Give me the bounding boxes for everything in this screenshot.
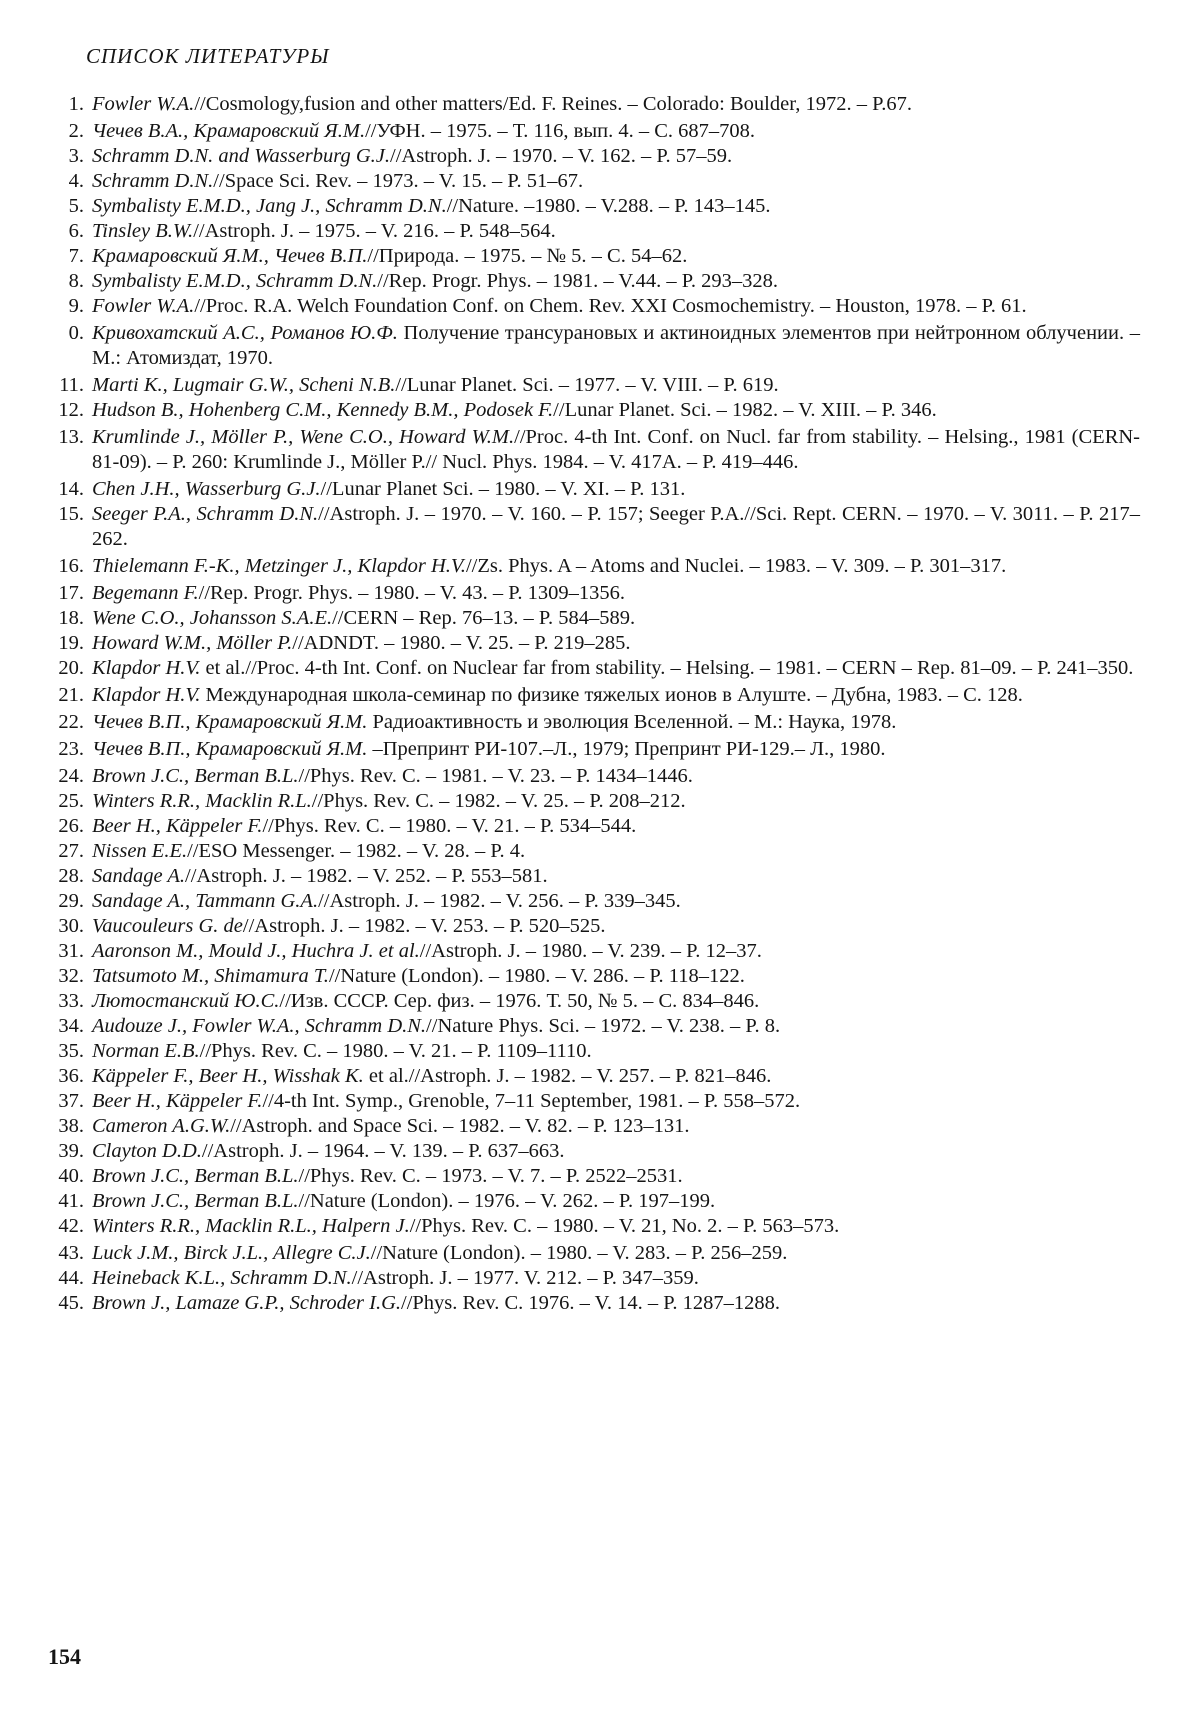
reference-number: 13. xyxy=(58,426,84,448)
reference-text xyxy=(92,1189,1140,1214)
reference-item xyxy=(40,373,1140,398)
reference-authors: Кривохатский А.С., Романов Ю.Ф. xyxy=(92,322,398,344)
reference-item xyxy=(40,631,1140,656)
reference-authors: Heineback K.L., Schramm D.N. xyxy=(92,1267,352,1289)
reference-text xyxy=(92,1114,1140,1139)
section-title: СПИСОК ЛИТЕРАТУРЫ xyxy=(86,44,330,68)
reference-number: 37. xyxy=(58,1090,84,1112)
reference-source: //4-th Int. Symp., Grenoble, 7–11 September, 1981. – P. 558–572. xyxy=(262,1090,801,1112)
reference-item xyxy=(40,914,1140,939)
reference-text xyxy=(92,119,1140,144)
reference-text xyxy=(92,606,1140,631)
page-number: 154 xyxy=(48,1644,81,1669)
reference-number: 20. xyxy=(58,657,84,679)
reference-item xyxy=(40,1214,1140,1239)
reference-text xyxy=(92,373,1140,398)
reference-item xyxy=(40,989,1140,1014)
reference-item xyxy=(40,606,1140,631)
reference-authors: Sandage A. xyxy=(92,865,186,887)
reference-number: 4. xyxy=(68,170,84,192)
reference-text xyxy=(92,194,1140,219)
reference-source: //Proc. 4-th Int. Conf. on Nucl. far from stability. – Helsing., 1981 (CERN-81-09). – P. 260: Krumlinde J., Möller P.// Nucl. Phys. 1984. – V. 417A. – P. 419–446. xyxy=(92,426,1140,473)
reference-item xyxy=(40,1241,1140,1266)
reference-source: //Astroph. J. – 1970. – V. 160. – P. 157; Seeger P.A.//Sci. Rept. CERN. – 1970. – V. 3011. – P. 217–262. xyxy=(92,503,1140,550)
reference-authors: Aaronson M., Mould J., Huchra J. et al. xyxy=(92,940,420,962)
reference-source: //Cosmology,fusion and other matters/Ed. F. Reines. – Colorado: Boulder, 1972. – P.67. xyxy=(194,93,912,115)
reference-number: 31. xyxy=(58,940,84,962)
reference-text xyxy=(92,764,1140,789)
reference-authors: Schramm D.N. and Wasserburg G.J. xyxy=(92,145,391,167)
reference-text xyxy=(92,1164,1140,1189)
reference-item xyxy=(40,581,1140,606)
reference-text xyxy=(92,269,1140,294)
reference-authors: Winters R.R., Macklin R.L. xyxy=(92,790,312,812)
reference-item xyxy=(40,839,1140,864)
reference-text xyxy=(92,1014,1140,1039)
reference-item xyxy=(40,321,1140,371)
reference-authors: Käppeler F., Beer H., Wisshak K. xyxy=(92,1065,364,1087)
reference-authors: Thielemann F.-K., Metzinger J., Klapdor H.V. xyxy=(92,555,466,577)
reference-item xyxy=(40,889,1140,914)
reference-source: //Phys. Rev. C. – 1981. – V. 23. – P. 1434–1446. xyxy=(298,765,693,787)
reference-text xyxy=(92,1039,1140,1064)
reference-number: 42. xyxy=(58,1215,84,1237)
reference-source: //Phys. Rev. C. – 1980. – V. 21. – P. 534–544. xyxy=(262,815,637,837)
reference-source: et al.//Astroph. J. – 1982. – V. 257. – P. 821–846. xyxy=(363,1065,772,1087)
reference-authors: Begemann F. xyxy=(92,582,199,604)
reference-source: //Nature (London). – 1980. – V. 286. – P. 118–122. xyxy=(328,965,745,987)
reference-source: //Astroph. J. – 1970. – V. 162. – P. 57–59. xyxy=(390,145,733,167)
reference-text xyxy=(92,989,1140,1014)
reference-authors: Krumlinde J., Möller P., Wene C.O., Howard W.M. xyxy=(92,426,515,448)
reference-text xyxy=(92,964,1140,989)
reference-number: 2. xyxy=(68,120,84,142)
reference-authors: Seeger P.A., Schramm D.N. xyxy=(92,503,319,525)
reference-source: //Phys. Rev. C. – 1980. – V. 21. – P. 1109–1110. xyxy=(199,1040,592,1062)
reference-number: 14. xyxy=(58,478,84,500)
reference-item xyxy=(40,554,1140,579)
reference-source: //Nature Phys. Sci. – 1972. – V. 238. – P. 8. xyxy=(426,1015,781,1037)
reference-text xyxy=(92,398,1140,423)
reference-text xyxy=(92,244,1140,269)
reference-item xyxy=(40,764,1140,789)
reference-number: 33. xyxy=(58,990,84,1012)
reference-text xyxy=(92,683,1140,708)
reference-authors: Brown J., Lamaze G.P., Schroder I.G. xyxy=(92,1292,402,1314)
reference-text xyxy=(92,710,1140,735)
reference-item xyxy=(40,1266,1140,1291)
reference-item xyxy=(40,1164,1140,1189)
reference-authors: Schramm D.N. xyxy=(92,170,214,192)
reference-source: //Astroph. J. – 1982. – V. 252. – P. 553–581. xyxy=(185,865,548,887)
reference-item xyxy=(40,656,1140,681)
reference-authors: Howard W.M., Möller P. xyxy=(92,632,293,654)
reference-number: 34. xyxy=(58,1015,84,1037)
reference-text xyxy=(92,914,1140,939)
reference-source: //Rep. Progr. Phys. – 1980. – V. 43. – P. 1309–1356. xyxy=(198,582,626,604)
reference-number: 41. xyxy=(58,1190,84,1212)
reference-source: //ESO Messenger. – 1982. – V. 28. – P. 4. xyxy=(187,840,526,862)
reference-number: 17. xyxy=(58,582,84,604)
reference-source: //Lunar Planet. Sci. – 1982. – V. XIII. – P. 346. xyxy=(553,399,937,421)
reference-authors: Beer H., Käppeler F. xyxy=(92,1090,263,1112)
reference-authors: Tatsumoto M., Shimamura T. xyxy=(92,965,329,987)
reference-item xyxy=(40,1089,1140,1114)
reference-item xyxy=(40,169,1140,194)
reference-source: //Nature (London). – 1980. – V. 283. – P. 256–259. xyxy=(370,1242,788,1264)
reference-item xyxy=(40,398,1140,423)
reference-number: 11. xyxy=(59,374,84,396)
reference-source: //Nature. –1980. – V.288. – P. 143–145. xyxy=(446,195,771,217)
reference-authors: Nissen E.E. xyxy=(92,840,188,862)
reference-source: //Proc. R.A. Welch Foundation Conf. on Chem. Rev. XXI Cosmochemistry. – Houston, 1978. – P. 61. xyxy=(194,295,1027,317)
reference-source: Международная школа-семинар по физике тяжелых ионов в Алуште. – Дубна, 1983. – С. 128. xyxy=(200,684,1023,706)
reference-authors: Clayton D.D. xyxy=(92,1140,202,1162)
reference-number: 45. xyxy=(58,1292,84,1314)
reference-authors: Luck J.M., Birck J.L., Allegre C.J. xyxy=(92,1242,371,1264)
reference-text xyxy=(92,554,1140,579)
reference-number: 23. xyxy=(58,738,84,760)
reference-item xyxy=(40,737,1140,762)
reference-source: //Природа. – 1975. – № 5. – С. 54–62. xyxy=(367,245,688,267)
reference-authors: Sandage A., Tammann G.A. xyxy=(92,890,319,912)
reference-source: //Rep. Progr. Phys. – 1981. – V.44. – P. 293–328. xyxy=(377,270,779,292)
reference-item xyxy=(40,1114,1140,1139)
reference-item xyxy=(40,119,1140,144)
reference-item xyxy=(40,1014,1140,1039)
reference-number: 30. xyxy=(58,915,84,937)
reference-authors: Tinsley B.W. xyxy=(92,220,194,242)
reference-text xyxy=(92,864,1140,889)
reference-source: //Astroph. J. – 1975. – V. 216. – P. 548–564. xyxy=(193,220,556,242)
reference-item xyxy=(40,294,1140,319)
reference-authors: Marti K., Lugmair G.W., Scheni N.B. xyxy=(92,374,396,396)
reference-authors: Чечев В.А., Крамаровский Я.М. xyxy=(92,120,366,142)
reference-source: //Zs. Phys. A – Atoms and Nuclei. – 1983. – V. 309. – P. 301–317. xyxy=(465,555,1007,577)
reference-text xyxy=(92,144,1140,169)
reference-text xyxy=(92,1089,1140,1114)
reference-number: 0. xyxy=(68,322,84,344)
reference-number: 25. xyxy=(58,790,84,812)
reference-source: //Astroph. J. – 1980. – V. 239. – P. 12–37. xyxy=(419,940,762,962)
reference-source: //Lunar Planet. Sci. – 1977. – V. VIII. – P. 619. xyxy=(395,374,779,396)
reference-source: //Phys. Rev. C. – 1982. – V. 25. – P. 208–212. xyxy=(311,790,686,812)
reference-authors: Beer H., Käppeler F. xyxy=(92,815,263,837)
reference-authors: Brown J.C., Berman B.L. xyxy=(92,765,299,787)
reference-authors: Cameron A.G.W. xyxy=(92,1115,231,1137)
reference-source: //CERN – Rep. 76–13. – P. 584–589. xyxy=(332,607,636,629)
reference-authors: Chen J.H., Wasserburg G.J. xyxy=(92,478,321,500)
reference-authors: Brown J.C., Berman B.L. xyxy=(92,1190,299,1212)
reference-source: //Phys. Rev. C. – 1973. – V. 7. – P. 2522–2531. xyxy=(298,1165,683,1187)
reference-number: 32. xyxy=(58,965,84,987)
reference-number: 38. xyxy=(58,1115,84,1137)
reference-number: 16. xyxy=(58,555,84,577)
reference-text xyxy=(92,1139,1140,1164)
reference-text xyxy=(92,1291,1140,1316)
reference-source: //Astroph. J. – 1977. V. 212. – P. 347–359. xyxy=(351,1267,699,1289)
reference-item xyxy=(40,194,1140,219)
reference-source: //Space Sci. Rev. – 1973. – V. 15. – P. 51–67. xyxy=(213,170,584,192)
reference-number: 7. xyxy=(68,245,84,267)
reference-authors: Чечев В.П., Крамаровский Я.М. xyxy=(92,738,368,760)
reference-source: //Astroph. J. – 1982. – V. 256. – P. 339–345. xyxy=(318,890,681,912)
reference-number: 28. xyxy=(58,865,84,887)
reference-text xyxy=(92,656,1140,681)
reference-text xyxy=(92,814,1140,839)
reference-text xyxy=(92,939,1140,964)
reference-source: //Nature (London). – 1976. – V. 262. – P. 197–199. xyxy=(298,1190,716,1212)
reference-authors: Чечев В.П., Крамаровский Я.М. xyxy=(92,711,368,733)
reference-text xyxy=(92,477,1140,502)
reference-text xyxy=(92,1064,1140,1089)
reference-number: 6. xyxy=(68,220,84,242)
reference-authors: Wene C.O., Johansson S.A.E. xyxy=(92,607,333,629)
reference-number: 21. xyxy=(58,684,84,706)
reference-list xyxy=(40,92,1140,1316)
reference-number: 40. xyxy=(58,1165,84,1187)
reference-source: Радиоактивность и эволюция Вселенной. – М.: Наука, 1978. xyxy=(367,711,897,733)
reference-number: 3. xyxy=(68,145,84,167)
reference-source: //Lunar Planet Sci. – 1980. – V. XI. – P. 131. xyxy=(320,478,686,500)
reference-item xyxy=(40,683,1140,708)
reference-item xyxy=(40,269,1140,294)
reference-source: //Astroph. J. – 1982. – V. 253. – P. 520–525. xyxy=(242,915,606,937)
reference-authors: Fowler W.A. xyxy=(92,295,195,317)
reference-authors: Symbalisty E.M.D., Schramm D.N. xyxy=(92,270,378,292)
reference-source: et al.//Proc. 4-th Int. Conf. on Nuclear far from stability. – Helsing. – 1981. – CERN – Rep. 81–09. – P. 241–350. xyxy=(200,657,1134,679)
reference-number: 22. xyxy=(58,711,84,733)
reference-text xyxy=(92,789,1140,814)
reference-item xyxy=(40,789,1140,814)
reference-source: –Препринт РИ-107.–Л., 1979; Препринт РИ-129.– Л., 1980. xyxy=(367,738,886,760)
reference-number: 5. xyxy=(68,195,84,217)
reference-number: 27. xyxy=(58,840,84,862)
reference-number: 12. xyxy=(58,399,84,421)
reference-number: 26. xyxy=(58,815,84,837)
reference-text xyxy=(92,581,1140,606)
reference-item xyxy=(40,144,1140,169)
reference-text xyxy=(92,737,1140,762)
reference-item xyxy=(40,244,1140,269)
reference-authors: Symbalisty E.M.D., Jang J., Schramm D.N. xyxy=(92,195,447,217)
reference-number: 39. xyxy=(58,1140,84,1162)
reference-number: 8. xyxy=(68,270,84,292)
reference-item xyxy=(40,502,1140,552)
reference-item xyxy=(40,1291,1140,1316)
reference-authors: Крамаровский Я.М., Чечев В.П. xyxy=(92,245,368,267)
reference-item xyxy=(40,814,1140,839)
reference-authors: Klapdor H.V. xyxy=(92,657,201,679)
reference-text xyxy=(92,502,1140,552)
reference-authors: Klapdor H.V. xyxy=(92,684,201,706)
reference-item xyxy=(40,964,1140,989)
reference-item xyxy=(40,939,1140,964)
reference-text xyxy=(92,1241,1140,1266)
reference-number: 18. xyxy=(58,607,84,629)
reference-item xyxy=(40,1064,1140,1089)
reference-text xyxy=(92,425,1140,475)
reference-number: 19. xyxy=(58,632,84,654)
reference-authors: Norman E.B. xyxy=(92,1040,200,1062)
reference-source: //Phys. Rev. C. 1976. – V. 14. – P. 1287–1288. xyxy=(401,1292,780,1314)
reference-number: 15. xyxy=(58,503,84,525)
reference-number: 24. xyxy=(58,765,84,787)
reference-text xyxy=(92,631,1140,656)
reference-authors: Hudson B., Hohenberg C.M., Kennedy B.M., Podosek F. xyxy=(92,399,554,421)
reference-authors: Winters R.R., Macklin R.L., Halpern J. xyxy=(92,1215,410,1237)
reference-item xyxy=(40,1039,1140,1064)
reference-item xyxy=(40,219,1140,244)
reference-authors: Fowler W.A. xyxy=(92,93,195,115)
reference-authors: Audouze J., Fowler W.A., Schramm D.N. xyxy=(92,1015,427,1037)
reference-number: 1. xyxy=(68,93,84,115)
reference-source: Получение трансурановых и актиноидных элементов при нейтронном облучении. – М.: Атомиздат, 1970. xyxy=(92,322,1140,369)
reference-source: //Astroph. J. – 1964. – V. 139. – P. 637–663. xyxy=(201,1140,565,1162)
reference-source: //Изв. СССР. Сер. физ. – 1976. Т. 50, № 5. – С. 834–846. xyxy=(279,990,760,1012)
reference-text xyxy=(92,219,1140,244)
reference-source: //ADNDT. – 1980. – V. 25. – P. 219–285. xyxy=(292,632,631,654)
reference-authors: Brown J.C., Berman B.L. xyxy=(92,1165,299,1187)
reference-item xyxy=(40,1189,1140,1214)
reference-item xyxy=(40,864,1140,889)
reference-item xyxy=(40,1139,1140,1164)
reference-text xyxy=(92,294,1140,319)
reference-text xyxy=(92,321,1140,371)
reference-authors: Лютостанский Ю.С. xyxy=(92,990,280,1012)
reference-authors: Vaucouleurs G. de xyxy=(92,915,243,937)
reference-item xyxy=(40,477,1140,502)
reference-text xyxy=(92,1266,1140,1291)
reference-text xyxy=(92,1214,1140,1239)
reference-item xyxy=(40,92,1140,117)
reference-item xyxy=(40,710,1140,735)
reference-text xyxy=(92,839,1140,864)
reference-text xyxy=(92,889,1140,914)
reference-number: 29. xyxy=(58,890,84,912)
reference-number: 43. xyxy=(58,1242,84,1264)
reference-number: 35. xyxy=(58,1040,84,1062)
reference-source: //Phys. Rev. C. – 1980. – V. 21, No. 2. – P. 563–573. xyxy=(409,1215,840,1237)
reference-number: 36. xyxy=(58,1065,84,1087)
reference-number: 44. xyxy=(58,1267,84,1289)
reference-text xyxy=(92,169,1140,194)
reference-source: //УФН. – 1975. – Т. 116, вып. 4. – С. 687–708. xyxy=(365,120,756,142)
reference-text xyxy=(92,92,1140,117)
reference-source: //Astroph. and Space Sci. – 1982. – V. 82. – P. 123–131. xyxy=(230,1115,690,1137)
reference-item xyxy=(40,425,1140,475)
reference-number: 9. xyxy=(68,295,84,317)
